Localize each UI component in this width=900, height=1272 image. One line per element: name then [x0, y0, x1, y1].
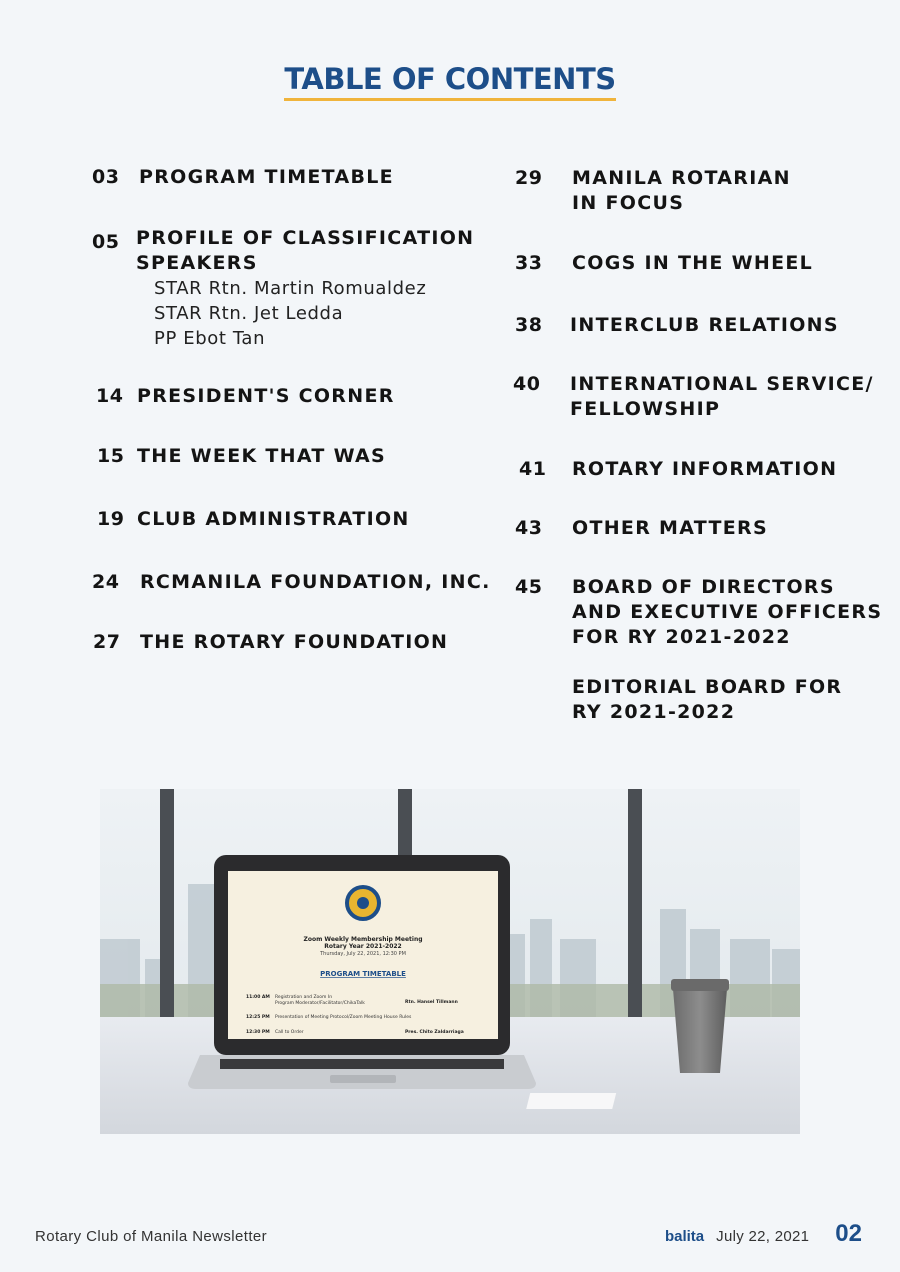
- toc-entry-label: THE ROTARY FOUNDATION: [140, 631, 449, 653]
- toc-page-number: 41: [519, 458, 547, 480]
- toc-entry-label: BOARD OF DIRECTORS: [572, 576, 835, 598]
- screen-row-time: 11:00 AM: [246, 995, 270, 1000]
- screen-row-item: Program Moderator/Facilitator/ChikaTalk: [275, 1001, 365, 1006]
- toc-page-number: 05: [92, 231, 120, 253]
- toc-entry-label: RY 2021-2022: [572, 701, 736, 723]
- toc-page-number: 43: [515, 517, 543, 539]
- toc-entry-label: INTERCLUB RELATIONS: [570, 314, 839, 336]
- toc-entry-label: PRESIDENT'S CORNER: [137, 385, 395, 407]
- toc-page-number: 33: [515, 252, 543, 274]
- screen-row-item: Registration and Zoom In: [275, 995, 333, 1000]
- toc-page-number: 03: [92, 166, 120, 188]
- brand-name: balita: [664, 1228, 705, 1245]
- toc-page-number: 38: [515, 314, 543, 336]
- screen-rotary-year: Rotary Year 2021-2022: [324, 943, 402, 950]
- toc-entry-label: IN FOCUS: [572, 192, 685, 214]
- toc-page-number: 40: [513, 373, 541, 395]
- toc-sub-entry: PP Ebot Tan: [154, 328, 266, 349]
- footer-meta: [665, 1220, 862, 1248]
- toc-page-number: 24: [92, 571, 120, 593]
- toc-page-number: 15: [97, 445, 125, 467]
- toc-page-number: 29: [515, 167, 543, 189]
- screen-date-time: Thursday, July 22, 2021, 12:30 PM: [320, 951, 406, 957]
- toc-entry-label: ROTARY INFORMATION: [572, 458, 838, 480]
- toc-entry-label: RCMANILA FOUNDATION, INC.: [140, 571, 491, 593]
- toc-entry-label: THE WEEK THAT WAS: [137, 445, 386, 467]
- toc-page-number: 27: [93, 631, 121, 653]
- toc-entry-label: INTERNATIONAL SERVICE/: [570, 373, 874, 395]
- toc-entry-label: SPEAKERS: [136, 252, 258, 274]
- toc-page-number: 19: [97, 508, 125, 530]
- toc-entry-label: OTHER MATTERS: [572, 517, 768, 539]
- toc-sub-entry: STAR Rtn. Jet Ledda: [154, 303, 344, 324]
- toc-entry-label: AND EXECUTIVE OFFICERS: [572, 601, 883, 623]
- toc-entry-label: FELLOWSHIP: [570, 398, 721, 420]
- toc-entry-label: PROGRAM TIMETABLE: [139, 166, 394, 188]
- toc-page-number: 14: [96, 385, 124, 407]
- screen-meeting-title: Zoom Weekly Membership Meeting: [303, 936, 423, 943]
- newsletter-name: Rotary Club of Manila Newsletter: [35, 1228, 268, 1245]
- toc-entry-label: CLUB ADMINISTRATION: [137, 508, 410, 530]
- screen-row-time: 12:25 PM: [246, 1015, 270, 1020]
- laptop-desk-photo: [100, 789, 800, 1134]
- page-number: 02: [835, 1220, 862, 1247]
- screen-row-time: 12:30 PM: [246, 1030, 270, 1035]
- screen-row-person: Rtn. Hansel Tillmann: [405, 1000, 458, 1005]
- toc-page-number: 45: [515, 576, 543, 598]
- screen-row-item: Call to Order: [275, 1030, 304, 1035]
- toc-entry-label: FOR RY 2021-2022: [572, 626, 791, 648]
- page-title: TABLE OF CONTENTS: [284, 62, 615, 101]
- screen-row-item: Presentation of Meeting Protocol/Zoom Meeting House Rules: [275, 1015, 412, 1020]
- toc-entry-label: COGS IN THE WHEEL: [572, 252, 814, 274]
- toc-entry-label: MANILA ROTARIAN: [572, 167, 791, 189]
- toc-entry-label: PROFILE OF CLASSIFICATION: [136, 227, 475, 249]
- screen-row-person: Pres. Chito Zaldarriaga: [405, 1030, 464, 1035]
- toc-sub-entry: STAR Rtn. Martin Romualdez: [154, 278, 427, 299]
- toc-entry-label: EDITORIAL BOARD FOR: [572, 676, 843, 698]
- screen-heading: PROGRAM TIMETABLE: [320, 970, 406, 978]
- page-title-wrap: [0, 62, 900, 101]
- issue-date: July 22, 2021: [716, 1228, 810, 1245]
